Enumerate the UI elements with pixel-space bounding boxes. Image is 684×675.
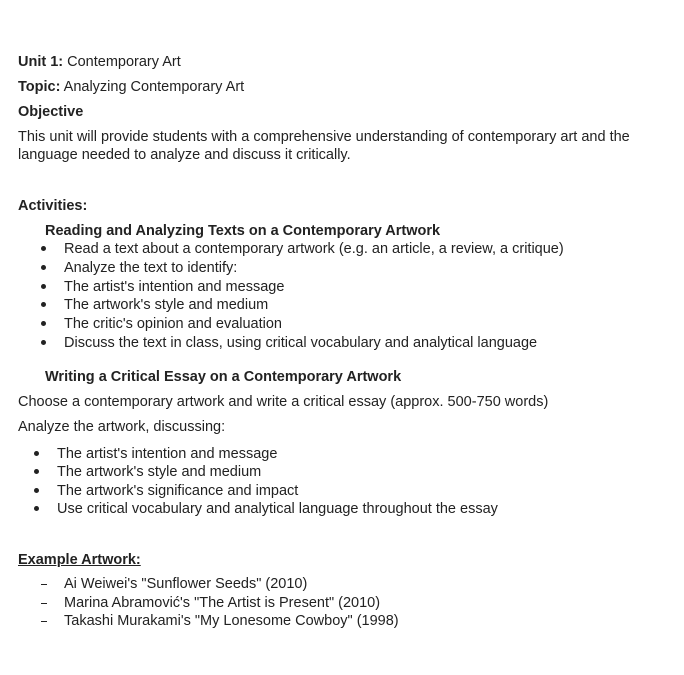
list-item: The critic's opinion and evaluation bbox=[64, 316, 282, 332]
reading-heading: Reading and Analyzing Texts on a Contemporary Artwork bbox=[45, 223, 441, 239]
activities-heading: Activities: bbox=[18, 198, 88, 214]
bullet-icon bbox=[41, 284, 46, 289]
list-item: The artwork's style and medium bbox=[57, 464, 262, 480]
bullet-icon bbox=[41, 340, 46, 345]
bullet-icon bbox=[34, 451, 39, 456]
list-item: Read a text about a contemporary artwork (e.g. an article, a review, a critique) bbox=[64, 241, 564, 257]
writing-intro: Choose a contemporary artwork and write a critical essay (approx. 500-750 words) bbox=[18, 394, 549, 410]
objective-text: This unit will provide students with a comprehensive understanding of contemporary art and the language needed to analyze and discuss it critically. bbox=[18, 129, 630, 163]
unit-line bbox=[18, 53, 181, 71]
bullet-icon bbox=[34, 469, 39, 474]
objective-heading: Objective bbox=[18, 104, 84, 120]
bullet-icon bbox=[41, 321, 46, 326]
bullet-icon bbox=[41, 246, 46, 251]
bullet-icon bbox=[34, 488, 39, 493]
list-item: Analyze the text to identify: bbox=[64, 260, 238, 276]
list-item: Ai Weiwei's "Sunflower Seeds" (2010) bbox=[64, 576, 308, 592]
writing-analyze: Analyze the artwork, discussing: bbox=[18, 419, 226, 435]
writing-heading: Writing a Critical Essay on a Contemporary Artwork bbox=[45, 369, 402, 385]
unit-value: Contemporary Art bbox=[67, 54, 181, 70]
bullet-icon bbox=[41, 302, 46, 307]
list-item: Use critical vocabulary and analytical language throughout the essay bbox=[57, 501, 498, 517]
dash-icon bbox=[41, 621, 47, 622]
list-item: The artist's intention and message bbox=[64, 279, 285, 295]
dash-icon bbox=[41, 584, 47, 585]
bullet-icon bbox=[41, 265, 46, 270]
list-item: Marina Abramović's "The Artist is Present" (2010) bbox=[64, 595, 381, 611]
topic-line bbox=[18, 78, 244, 96]
topic-value: Analyzing Contemporary Art bbox=[63, 79, 245, 95]
list-item: Takashi Murakami's "My Lonesome Cowboy" (1998) bbox=[64, 613, 399, 629]
examples-heading: Example Artwork: bbox=[18, 552, 141, 568]
unit-label: Unit 1: bbox=[18, 54, 64, 70]
list-item: The artwork's style and medium bbox=[64, 297, 269, 313]
list-item: The artist's intention and message bbox=[57, 446, 278, 462]
dash-icon bbox=[41, 603, 47, 604]
list-item: The artwork's significance and impact bbox=[57, 483, 299, 499]
topic-label: Topic: bbox=[18, 79, 61, 95]
list-item: Discuss the text in class, using critical vocabulary and analytical language bbox=[64, 335, 538, 351]
bullet-icon bbox=[34, 506, 39, 511]
